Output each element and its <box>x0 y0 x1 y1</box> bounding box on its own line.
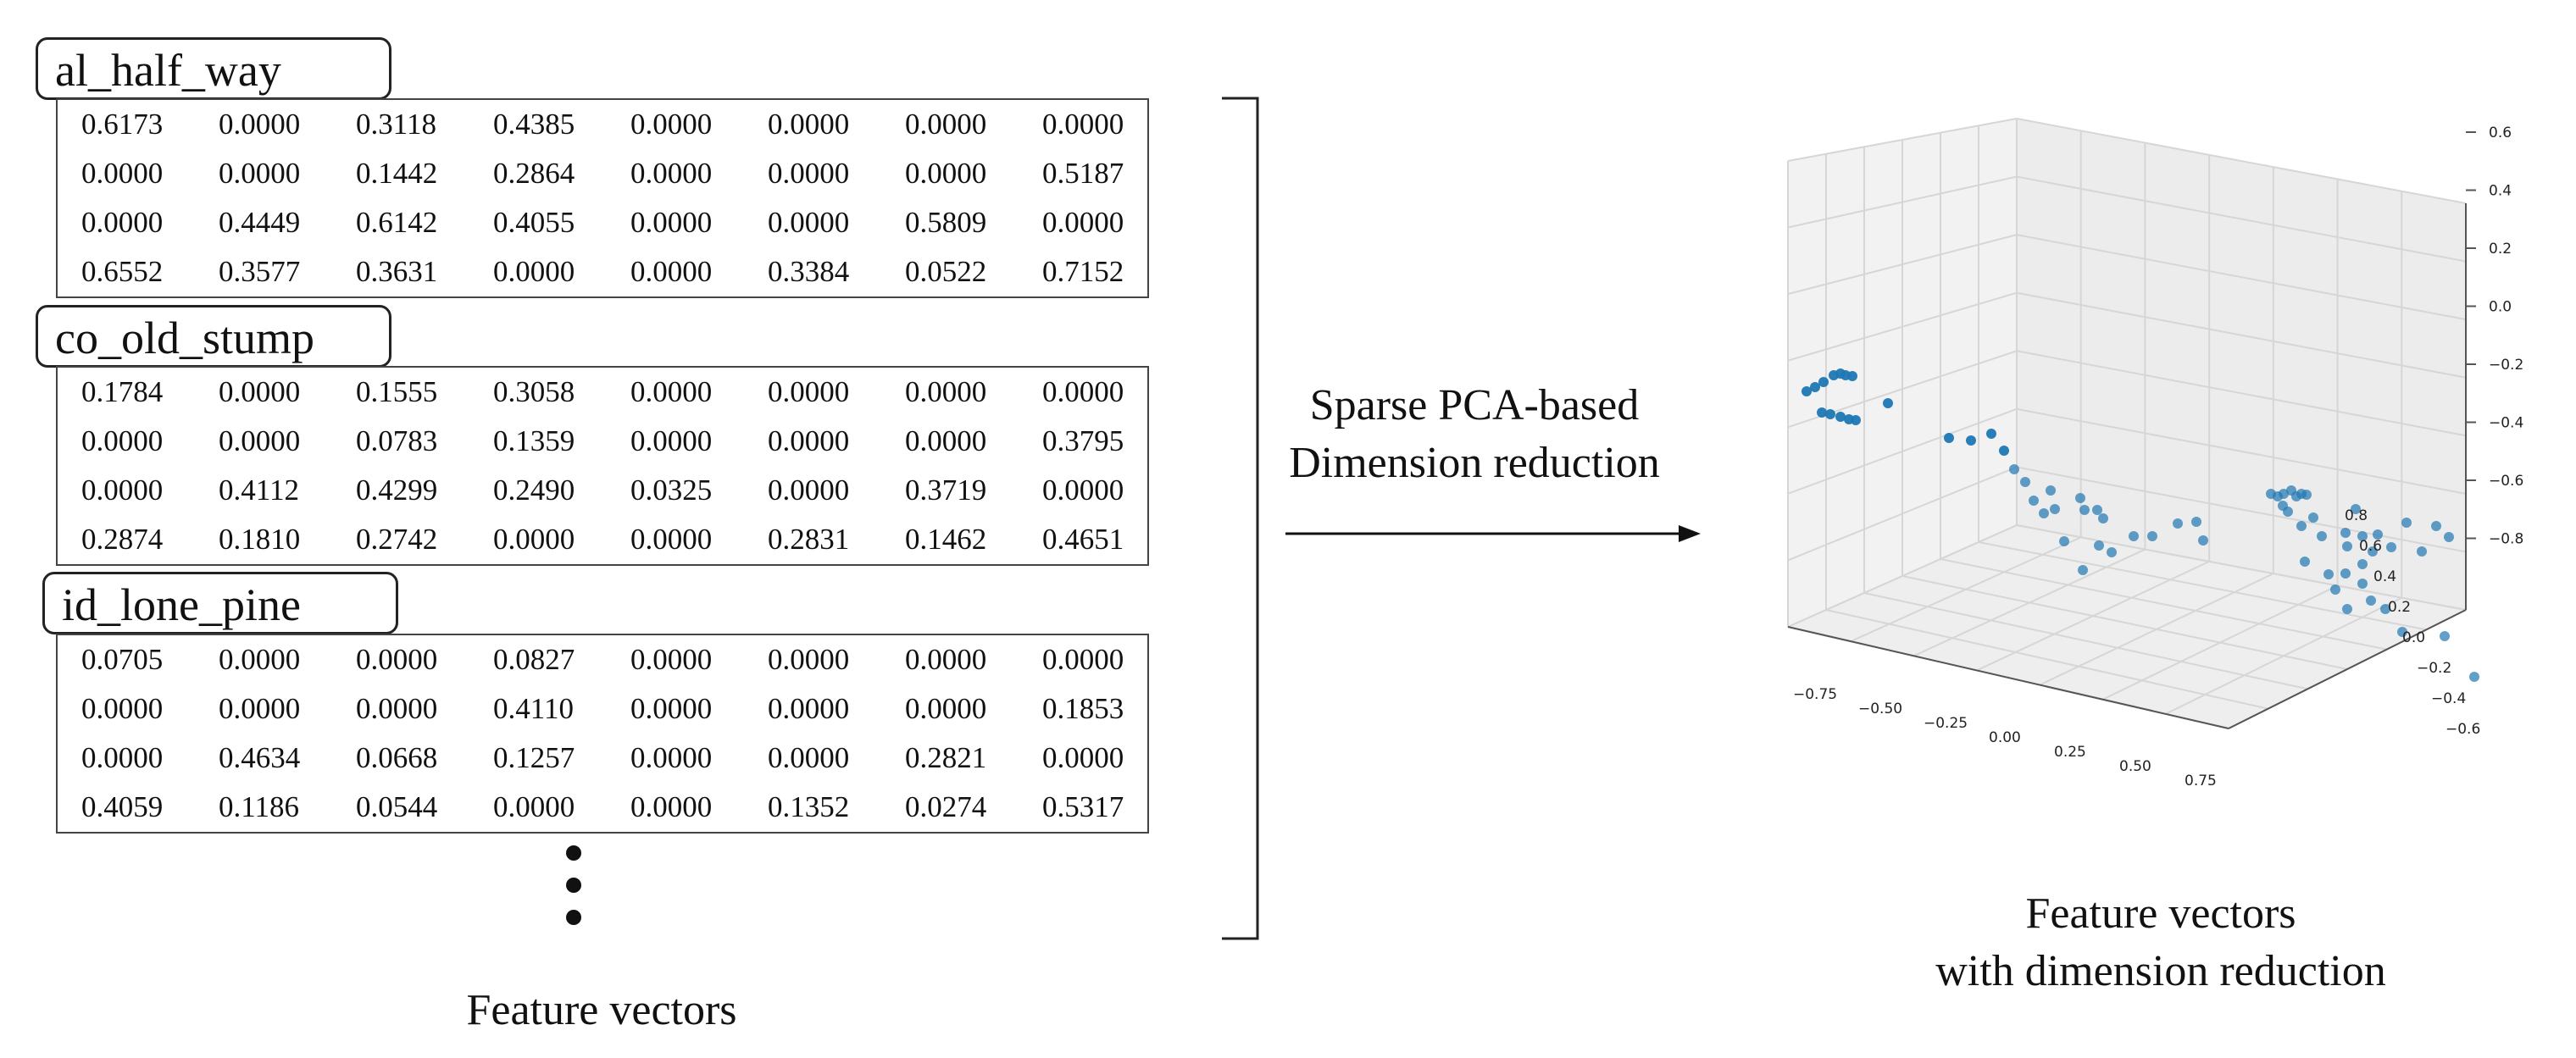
vector-value: 0.0668 <box>356 741 438 774</box>
x-tick-label: 0.75 <box>2185 773 2217 789</box>
grouping-bracket <box>1220 95 1271 942</box>
feature-vector-table <box>56 366 1149 566</box>
data-point <box>2191 517 2201 527</box>
data-point <box>2444 532 2454 542</box>
vector-value: 0.3384 <box>768 255 850 288</box>
vector-value: 0.2742 <box>356 523 438 556</box>
y-tick-label: 0.8 <box>2345 507 2368 524</box>
dot <box>566 910 581 925</box>
vector-value: 0.1442 <box>356 157 438 190</box>
vector-value: 0.0000 <box>630 157 713 190</box>
vector-value: 0.7152 <box>1042 255 1124 288</box>
vector-value: 0.1359 <box>493 424 575 457</box>
vector-value: 0.2864 <box>493 157 575 190</box>
vector-value: 0.0000 <box>630 108 713 141</box>
data-point <box>2401 518 2412 528</box>
data-point <box>2357 559 2368 569</box>
x-tick-label: 0.00 <box>1989 729 2021 746</box>
data-point <box>1883 398 1893 408</box>
x-tick-label: −0.25 <box>1924 715 1968 732</box>
data-point <box>2323 569 2334 579</box>
vector-value: 0.0705 <box>81 643 164 676</box>
vector-value: 0.0000 <box>630 790 713 823</box>
vector-value: 0.0000 <box>219 157 301 190</box>
data-point <box>2009 464 2019 474</box>
left-caption: Feature vectors <box>466 986 737 1034</box>
group-label: al_half_way <box>36 37 391 100</box>
vector-value: 0.0000 <box>630 375 713 408</box>
vector-value: 0.6552 <box>81 255 164 288</box>
vector-value: 0.3631 <box>356 255 438 288</box>
vector-row <box>58 149 1147 198</box>
data-point <box>1818 377 1829 387</box>
vector-row <box>58 198 1147 247</box>
data-point <box>2050 504 2060 514</box>
feature-vector-table <box>56 634 1149 834</box>
vector-row <box>58 734 1147 783</box>
vector-value: 0.5187 <box>1042 157 1124 190</box>
vector-value: 0.0000 <box>630 643 713 676</box>
vector-value: 0.0000 <box>768 206 850 239</box>
vector-value: 0.0000 <box>630 255 713 288</box>
data-point <box>2330 584 2340 595</box>
y-tick-label: −0.4 <box>2431 690 2467 707</box>
pca-3d-scatter-plot <box>1737 85 2568 881</box>
x-tick-label: 0.50 <box>2119 758 2151 775</box>
data-point <box>1817 407 1827 418</box>
data-point <box>2301 490 2312 500</box>
y-tick-label: 0.0 <box>2402 629 2426 646</box>
vector-value: 0.0000 <box>81 206 164 239</box>
vector-value: 0.0000 <box>493 255 575 288</box>
data-point <box>2357 579 2368 589</box>
vector-row <box>58 417 1147 466</box>
vector-value: 0.0000 <box>1042 108 1124 141</box>
vector-value: 0.0544 <box>356 790 438 823</box>
vector-value: 0.1257 <box>493 741 575 774</box>
data-point <box>1944 433 1954 443</box>
vector-value: 0.0000 <box>768 375 850 408</box>
vector-value: 0.1853 <box>1042 692 1124 725</box>
data-point <box>2046 485 2056 496</box>
data-point <box>2129 531 2139 541</box>
vector-value: 0.0000 <box>905 424 987 457</box>
group-label: co_old_stump <box>36 305 391 368</box>
vector-value: 0.0000 <box>630 692 713 725</box>
data-point <box>1966 435 1976 446</box>
plot-panes <box>1788 119 2466 728</box>
data-point <box>2147 531 2157 541</box>
vector-value: 0.2490 <box>493 474 575 507</box>
vector-value: 0.0000 <box>1042 741 1124 774</box>
y-tick-label: 0.4 <box>2373 568 2397 585</box>
vector-value: 0.0000 <box>1042 474 1124 507</box>
vector-value: 0.0000 <box>630 206 713 239</box>
y-tick-label: −0.2 <box>2417 660 2452 677</box>
vector-value: 0.0000 <box>81 692 164 725</box>
data-point <box>1825 409 1835 419</box>
data-point <box>2366 595 2376 606</box>
vector-value: 0.2874 <box>81 523 164 556</box>
group-label: id_lone_pine <box>42 572 398 634</box>
data-point <box>2342 541 2352 551</box>
y-tick-label: 0.2 <box>2388 599 2412 616</box>
data-point <box>2417 546 2427 557</box>
feature-vector-table <box>56 98 1149 298</box>
vector-row <box>58 684 1147 734</box>
vector-value: 0.0000 <box>219 424 301 457</box>
data-point <box>2342 604 2352 614</box>
x-tick-label: −0.50 <box>1858 701 1903 717</box>
vector-value: 0.0000 <box>905 692 987 725</box>
vector-value: 0.0000 <box>356 692 438 725</box>
vector-value: 0.0000 <box>81 741 164 774</box>
vector-value: 0.0783 <box>356 424 438 457</box>
vector-value: 0.4055 <box>493 206 575 239</box>
data-point <box>2020 477 2030 487</box>
y-tick-label: −0.6 <box>2446 721 2481 738</box>
vector-row <box>58 368 1147 417</box>
dot <box>566 845 581 861</box>
vector-value: 0.0827 <box>493 643 575 676</box>
data-point <box>1999 446 2009 456</box>
vector-value: 0.4651 <box>1042 523 1124 556</box>
vector-value: 0.1810 <box>219 523 301 556</box>
data-point <box>2039 508 2049 518</box>
x-tick-label: 0.25 <box>2054 744 2086 761</box>
data-point <box>1851 415 1861 425</box>
data-point <box>2300 557 2310 567</box>
vector-value: 0.4110 <box>493 692 574 725</box>
vector-value: 0.0000 <box>219 643 301 676</box>
vector-value: 0.0000 <box>905 108 987 141</box>
vector-value: 0.5317 <box>1042 790 1124 823</box>
data-point <box>2092 505 2102 515</box>
vector-value: 0.2821 <box>905 741 987 774</box>
vector-value: 0.0000 <box>768 424 850 457</box>
vector-value: 0.0000 <box>1042 375 1124 408</box>
vector-value: 0.0325 <box>630 474 713 507</box>
vector-row <box>58 100 1147 149</box>
data-point <box>1986 429 1996 439</box>
vector-value: 0.4634 <box>219 741 301 774</box>
vector-value: 0.0274 <box>905 790 987 823</box>
vector-value: 0.0000 <box>630 523 713 556</box>
data-point <box>2075 493 2085 503</box>
data-point <box>2107 547 2117 557</box>
vector-value: 0.0000 <box>81 157 164 190</box>
process-label-line1: Sparse PCA-based <box>1309 381 1640 429</box>
vector-value: 0.0000 <box>768 741 850 774</box>
vector-value: 0.4299 <box>356 474 438 507</box>
vector-row <box>58 515 1147 564</box>
data-point <box>2431 521 2441 531</box>
vector-value: 0.0000 <box>905 157 987 190</box>
right-caption-line1: Feature vectors <box>2025 889 2296 938</box>
y-tick-label: 0.6 <box>2359 538 2383 555</box>
data-point <box>2029 496 2039 506</box>
vector-value: 0.4385 <box>493 108 575 141</box>
vector-value: 0.6142 <box>356 206 438 239</box>
vector-value: 0.0000 <box>768 474 850 507</box>
vector-value: 0.0000 <box>493 790 575 823</box>
data-point <box>2059 536 2069 546</box>
data-point <box>2098 513 2108 523</box>
vector-value: 0.1555 <box>356 375 438 408</box>
z-tick-label: −0.2 <box>2489 357 2524 374</box>
data-point <box>1810 382 1820 392</box>
vector-row <box>58 783 1147 832</box>
vector-value: 0.0522 <box>905 255 987 288</box>
vector-value: 0.0000 <box>768 692 850 725</box>
data-point <box>2198 535 2208 546</box>
vector-value: 0.0000 <box>768 108 850 141</box>
vector-value: 0.0000 <box>905 643 987 676</box>
data-point <box>2308 512 2318 523</box>
vector-value: 0.0000 <box>630 424 713 457</box>
x-tick-label: −0.75 <box>1793 686 1838 703</box>
z-tick-label: 0.6 <box>2489 125 2512 141</box>
vector-value: 0.4059 <box>81 790 164 823</box>
vector-value: 0.1784 <box>81 375 164 408</box>
vector-value: 0.0000 <box>81 424 164 457</box>
vector-row <box>58 466 1147 515</box>
vector-row <box>58 247 1147 296</box>
vector-value: 0.3719 <box>905 474 987 507</box>
data-point <box>2079 505 2090 515</box>
vector-value: 0.6173 <box>81 108 164 141</box>
vector-value: 0.1186 <box>219 790 299 823</box>
data-point <box>2296 521 2307 531</box>
data-point <box>1847 371 1857 381</box>
vector-value: 0.1352 <box>768 790 850 823</box>
vector-value: 0.1462 <box>905 523 987 556</box>
vector-value: 0.0000 <box>768 643 850 676</box>
data-point <box>2440 631 2450 641</box>
dot <box>566 878 581 893</box>
vector-value: 0.3577 <box>219 255 301 288</box>
vector-value: 0.5809 <box>905 206 987 239</box>
vector-value: 0.3795 <box>1042 424 1124 457</box>
data-point <box>2340 568 2351 579</box>
data-point <box>2173 518 2183 529</box>
vector-value: 0.0000 <box>1042 206 1124 239</box>
vector-value: 0.0000 <box>493 523 575 556</box>
z-tick-label: −0.4 <box>2489 414 2524 432</box>
vector-value: 0.0000 <box>630 741 713 774</box>
z-tick-label: 0.4 <box>2489 182 2512 200</box>
z-tick-label: 0.2 <box>2489 241 2512 258</box>
vector-value: 0.0000 <box>219 108 301 141</box>
process-label-line2: Dimension reduction <box>1289 439 1660 487</box>
data-point <box>2386 542 2396 552</box>
data-point <box>2094 540 2104 551</box>
vector-value: 0.0000 <box>356 643 438 676</box>
vector-value: 0.0000 <box>219 692 301 725</box>
z-tick-label: 0.0 <box>2489 298 2512 316</box>
vector-value: 0.0000 <box>219 375 301 408</box>
vector-value: 0.0000 <box>768 157 850 190</box>
vector-value: 0.0000 <box>81 474 164 507</box>
vector-row <box>58 635 1147 684</box>
z-tick-label: −0.8 <box>2489 530 2524 548</box>
data-point <box>2283 507 2293 517</box>
arrow-icon <box>1284 517 1707 551</box>
vector-value: 0.4112 <box>219 474 299 507</box>
data-point <box>2469 672 2479 682</box>
vector-value: 0.0000 <box>1042 643 1124 676</box>
vector-value: 0.0000 <box>905 375 987 408</box>
right-caption-line2: with dimension reduction <box>1935 947 2386 995</box>
z-tick-label: −0.6 <box>2489 473 2524 490</box>
data-point <box>2340 528 2351 538</box>
data-point <box>2317 531 2327 541</box>
vector-value: 0.2831 <box>768 523 850 556</box>
data-point <box>2078 565 2088 575</box>
vector-value: 0.3118 <box>356 108 436 141</box>
vector-value: 0.4449 <box>219 206 301 239</box>
vector-value: 0.3058 <box>493 375 575 408</box>
